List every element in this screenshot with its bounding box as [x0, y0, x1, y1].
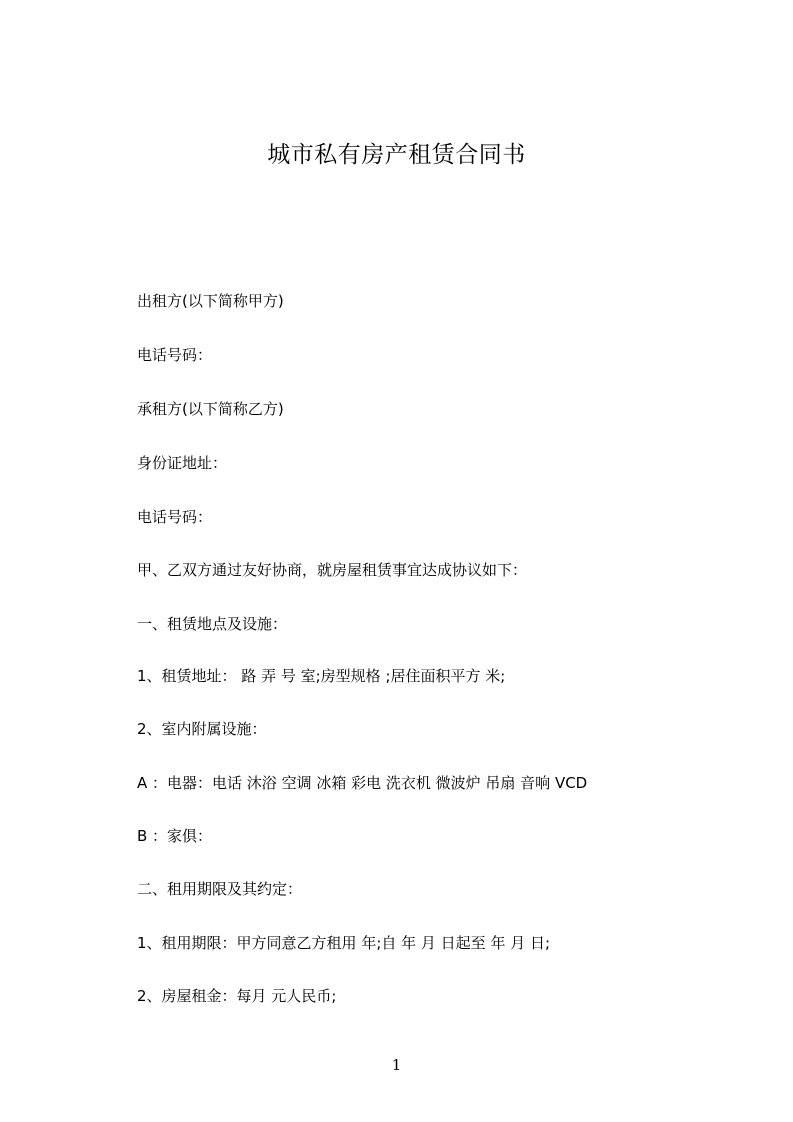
section-one-heading: 一、租赁地点及设施：: [137, 615, 288, 633]
lessor-phone-line: 电话号码：: [137, 346, 213, 364]
id-address-line: 身份证地址：: [137, 454, 228, 472]
page-number: 1: [391, 1056, 402, 1074]
lessee-line: 承租方(以下简称乙方): [137, 400, 284, 418]
monthly-rent-line: 2、房屋租金：每月 元人民币;: [137, 987, 337, 1005]
document-title: 城市私有房产租赁合同书: [267, 142, 526, 168]
appliances-line: A ：电器：电话 沐浴 空调 冰箱 彩电 洗衣机 微波炉 吊扇 音响 VCD: [137, 774, 588, 792]
facilities-line: 2、室内附属设施：: [137, 720, 267, 738]
rental-address-line: 1、租赁地址： 路 弄 号 室;房型规格 ;居住面积平方 米;: [137, 667, 506, 685]
lessor-line: 出租方(以下简称甲方): [137, 292, 284, 310]
agreement-intro-line: 甲、乙双方通过友好协商，就房屋租赁事宜达成协议如下：: [137, 561, 528, 579]
section-two-heading: 二、租用期限及其约定：: [137, 880, 303, 898]
furniture-line: B ：家俱：: [137, 827, 213, 845]
lessee-phone-line: 电话号码：: [137, 508, 213, 526]
rental-period-line: 1、租用期限：甲方同意乙方租用 年;自 年 月 日起至 年 月 日;: [137, 934, 551, 952]
